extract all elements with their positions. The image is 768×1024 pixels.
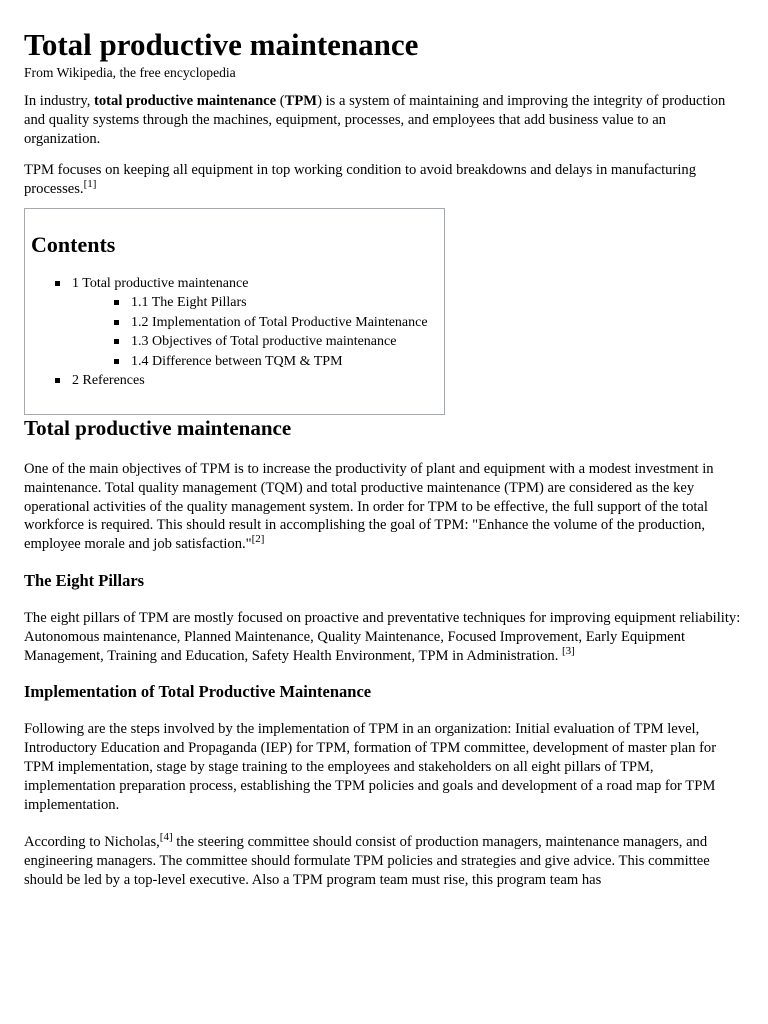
intro-paragraph-1 xyxy=(24,92,744,148)
citation-link-3[interactable]: [3] xyxy=(562,644,575,657)
toc-title: Contents xyxy=(31,231,116,257)
intro-text-mid: ( xyxy=(276,93,285,109)
toc-item xyxy=(114,293,444,313)
intro-bold-term: total productive maintenance xyxy=(94,93,277,109)
intro-bold-abbr: TPM xyxy=(284,93,318,109)
toc-item xyxy=(55,371,444,391)
intro-text-post: ) is a system of maintaining and improving the integrity of production and quality systems through the machines, equipment, processes, and employees that add business value to an organization. xyxy=(24,93,726,147)
implementation-text-pre: According to Nicholas, xyxy=(24,834,160,851)
implementation-paragraph-1: Following are the steps involved by the implementation of TPM in an organization: Initial evaluation of TPM level, Introductory Education and Propaganda (IEP) for TPM, formation of TPM committee, development of master plan for TPM implementation, stage by stage training to the employees and stakeholders on all eight pillars of TPM, implementation preparation process, establishing the TPM policies and goals and development of a road map for TPM implementation. xyxy=(24,721,717,813)
toc-link-1-3[interactable]: 1.3 Objectives of Total productive maintenance xyxy=(131,334,397,350)
section-heading-tpm: Total productive maintenance xyxy=(24,415,292,440)
implementation-paragraph-2 xyxy=(24,833,744,889)
citation-link-4[interactable]: [4] xyxy=(159,831,173,844)
subsection-heading-implementation: Implementation of Total Productive Maintenance xyxy=(24,682,372,702)
toc-link-2[interactable]: 2 References xyxy=(72,373,145,389)
pillars-paragraph xyxy=(24,609,744,665)
citation-link-2[interactable]: [2] xyxy=(251,533,265,546)
page-title: Total productive maintenance xyxy=(24,27,419,62)
toc-item xyxy=(114,313,444,333)
intro2-text: TPM focuses on keeping all equipment in top working condition to avoid breakdowns and delays in manufacturing processes. xyxy=(24,162,696,198)
site-tagline: From Wikipedia, the free encyclopedia xyxy=(24,65,236,80)
toc-link-1-4[interactable]: 1.4 Difference between TQM & TPM xyxy=(131,353,343,369)
pillars-text: The eight pillars of TPM are mostly focused on proactive and preventative techniques for improving equipment reliability: Autonomous maintenance, Planned Maintenance, Quality Maintenance, Focused Improvement, Early Equipment Management, Training and Education, Safety Health Environment, TPM in Administration. xyxy=(24,609,741,664)
subsection-heading-eight-pillars: The Eight Pillars xyxy=(24,570,145,590)
toc-item xyxy=(114,352,444,372)
section-tpm-paragraph xyxy=(24,460,744,554)
intro-text-pre: In industry, xyxy=(24,93,94,109)
section-tpm-text: One of the main objectives of TPM is to increase the productivity of plant and equipment with a modest investment in maintenance. Total quality management (TQM) and total productive maintenance (TPM) are considered as the key operational activities of the quality management system. In order for TPM to be effective, the full support of the total workforce is required. This should result in accomplishing the goal of TPM: "Enhance the volume of the production, employee morale and job satisfaction." xyxy=(24,460,714,553)
toc-item xyxy=(114,332,444,352)
intro-paragraph-2 xyxy=(24,161,744,199)
table-of-contents xyxy=(24,208,445,415)
implementation-text-post: the steering committee should consist of production managers, maintenance managers, and engineering managers. The committee should formulate TPM policies and strategies and give advice. This committee should be led by a top-level executive. Also a TPM program team must rise, this program team has xyxy=(24,834,710,888)
toc-link-1[interactable]: 1 Total productive maintenance xyxy=(72,275,249,291)
toc-item xyxy=(55,274,444,372)
toc-link-1-1[interactable]: 1.1 The Eight Pillars xyxy=(131,295,247,311)
toc-link-1-2[interactable]: 1.2 Implementation of Total Productive Maintenance xyxy=(131,314,428,330)
citation-link-1[interactable]: [1] xyxy=(83,178,97,191)
